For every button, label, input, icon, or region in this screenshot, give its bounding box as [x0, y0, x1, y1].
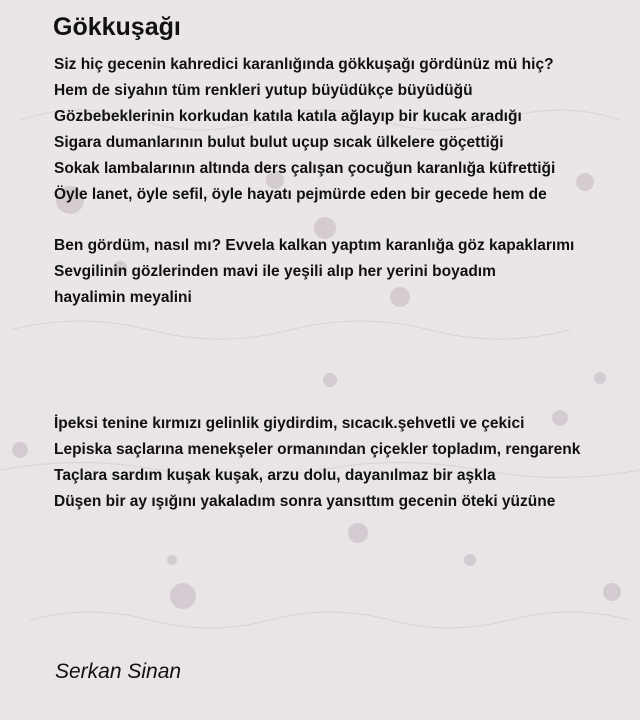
poem-line: Gözbebeklerinin korkudan katıla katıla ağlayıp bir kucak aradığı	[54, 108, 522, 125]
stanza-1	[54, 52, 555, 208]
poem-line: Sigara dumanlarının bulut bulut uçup sıcak ülkelere göçettiği	[54, 134, 504, 151]
poem-title: Gökkuşağı	[53, 13, 181, 41]
poem-line: Lepiska saçlarına menekşeler ormanından çiçekler topladım, rengarenk	[54, 441, 581, 458]
poem-line: Siz hiç gecenin kahredici karanlığında gökkuşağı gördünüz mü hiç?	[54, 56, 554, 73]
poem-line: Öyle lanet, öyle sefil, öyle hayatı pejmürde eden bir gecede hem de	[54, 186, 547, 203]
poem-line: Ben gördüm, nasıl mı? Evvela kalkan yaptım karanlığa göz kapaklarımı	[54, 237, 575, 254]
stanza-2	[54, 233, 574, 311]
poem-line: Sevgilinin gözlerinden mavi ile yeşili alıp her yerini boyadım	[54, 263, 496, 280]
poem-line: İpeksi tenine kırmızı gelinlik giydirdim, sıcacık.şehvetli ve çekici	[54, 415, 525, 432]
poem-line: Taçlara sardım kuşak kuşak, arzu dolu, dayanılmaz bir aşkla	[54, 467, 496, 484]
stanza-3	[54, 411, 580, 515]
poem-line: hayalimin meyalini	[54, 289, 192, 306]
poem-line: Düşen bir ay ışığını yakaladım sonra yansıttım gecenin öteki yüzüne	[54, 493, 556, 510]
poem-line: Sokak lambalarının altında ders çalışan çocuğun karanlığa küfrettiği	[54, 160, 556, 177]
poem-author: Serkan Sinan	[55, 660, 182, 683]
poem-line: Hem de siyahın tüm renkleri yutup büyüdükçe büyüdüğü	[54, 82, 473, 99]
